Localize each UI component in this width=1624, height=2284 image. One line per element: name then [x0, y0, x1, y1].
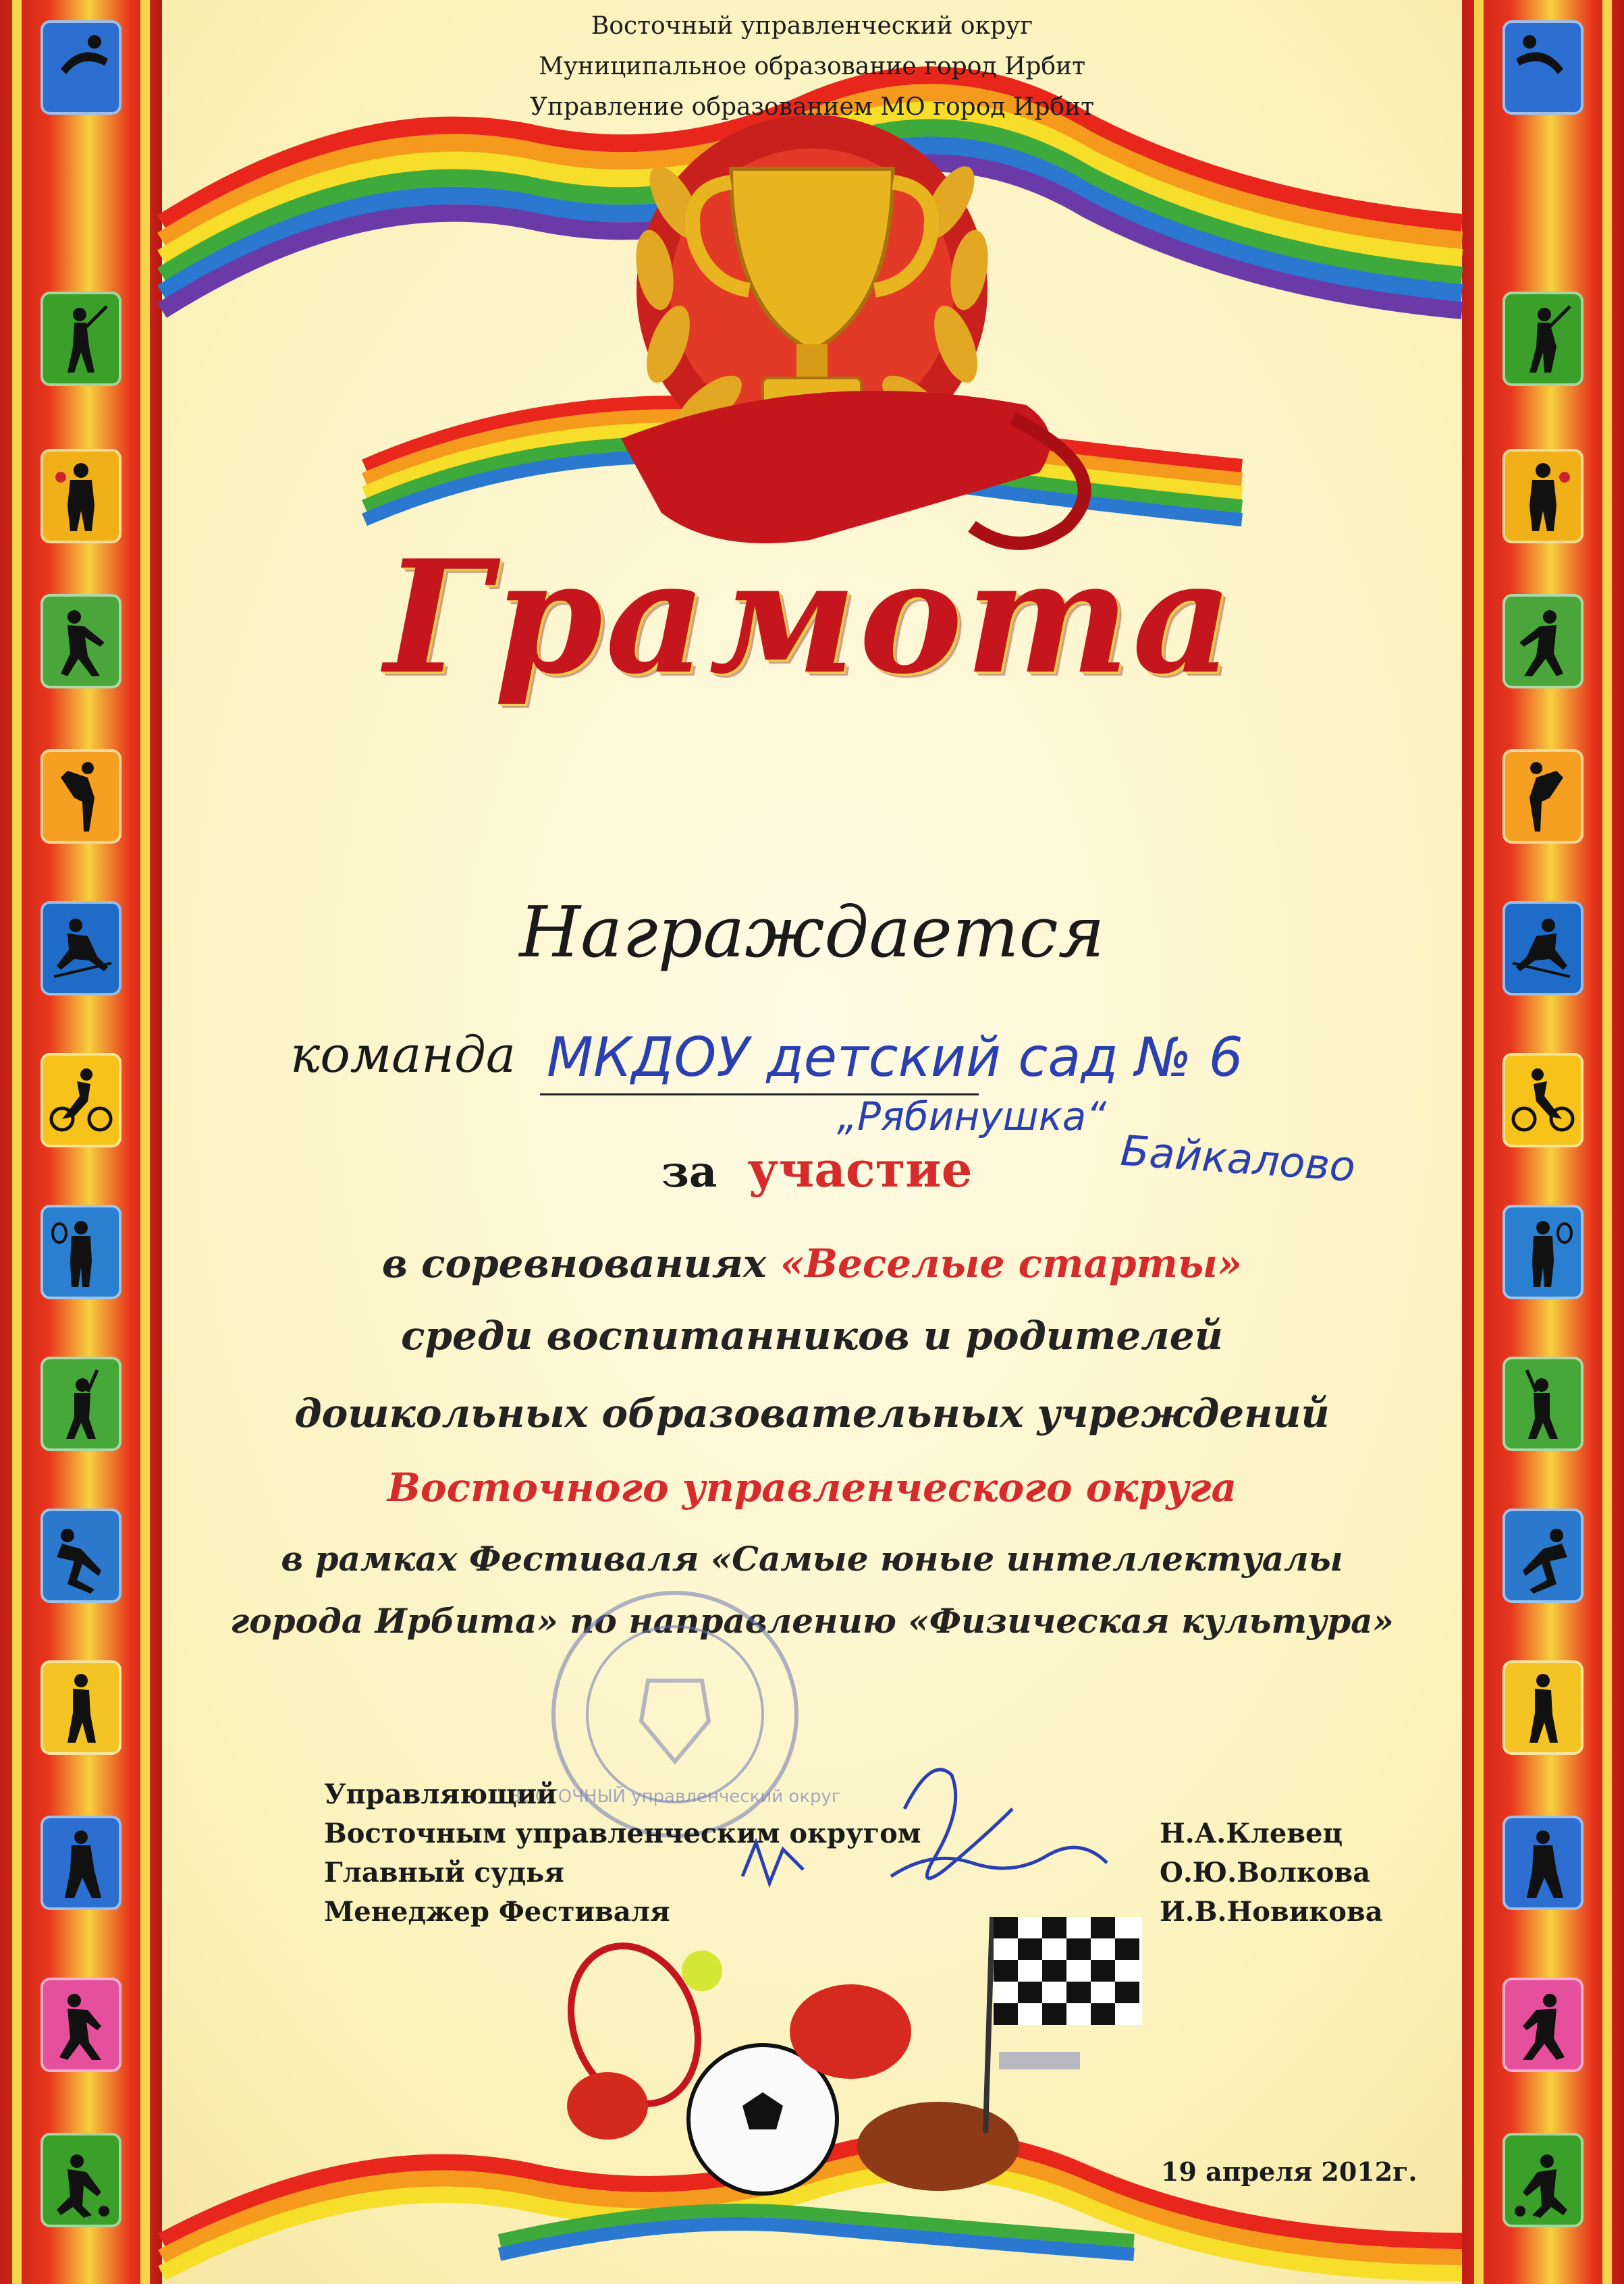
basketball-icon — [1503, 449, 1584, 543]
header-municipality: Муниципальное образование город Ирбит — [538, 53, 1086, 80]
for-prefix: за — [661, 1147, 718, 1197]
awarded-label: Награждается — [519, 891, 1105, 973]
bowling-icon — [1503, 2133, 1584, 2227]
dumbbell-icon — [999, 2052, 1080, 2069]
american-football-icon — [857, 2102, 1019, 2191]
body-line-4: Восточного управленческого округа — [387, 1465, 1237, 1511]
certificate-date: 19 апреля 2012г. — [1161, 2156, 1417, 2187]
gymnastics-icon — [40, 749, 121, 844]
badminton-icon — [1503, 292, 1584, 386]
team-handwritten-name: МКДОУ детский сад № 6 — [547, 1026, 1243, 1089]
cycling-icon — [40, 1053, 121, 1147]
body-event-name: «Веселые старты» — [780, 1241, 1243, 1286]
running-icon — [40, 1660, 121, 1755]
badminton-icon — [40, 292, 121, 386]
team-label: команда — [290, 1026, 516, 1084]
certificate-title: Грамота — [384, 526, 1236, 709]
team-handwritten-name2: „Рябинушка“ — [837, 1093, 1107, 1139]
tennis-ball-icon — [682, 1951, 722, 1991]
role-chief-judge: Главный судья — [324, 1857, 564, 1888]
football-icon — [40, 1816, 121, 1910]
bowling-icon — [40, 2133, 121, 2227]
name-novikova: И.В.Новикова — [1160, 1896, 1383, 1928]
body-line-5: в рамках Фестиваля «Самые юные интеллектуалы — [281, 1539, 1343, 1579]
aerobics-icon — [1503, 1978, 1584, 2072]
discus-icon — [1503, 594, 1584, 688]
body-competition-prefix: в соревнованиях — [381, 1241, 767, 1286]
header-education-dept: Управление образованием МО город Ирбит — [529, 93, 1095, 121]
top-ribbon-decoration — [162, 0, 1462, 607]
discus-icon — [40, 594, 121, 688]
role-manager: Управляющий — [324, 1778, 557, 1810]
stamp-text: ВОСТОЧНЫЙ управленческий округ — [509, 1787, 841, 1807]
running-icon — [1503, 1660, 1584, 1755]
name-volkova: О.Ю.Волкова — [1160, 1857, 1371, 1888]
left-frame — [0, 0, 162, 2284]
ping-pong-paddle-icon — [567, 2072, 648, 2140]
body-line-2: среди воспитанников и родителей — [401, 1313, 1223, 1359]
bottom-decoration — [162, 1890, 1462, 2284]
football-icon — [1503, 1816, 1584, 1910]
for-value: участие — [747, 1141, 973, 1198]
checkered-flag-icon — [994, 1917, 1142, 2025]
cycling-icon — [1503, 1053, 1584, 1147]
boxing-glove-icon — [790, 1984, 911, 2079]
body-line-3: дошкольных образовательных учреждений — [294, 1390, 1330, 1436]
basketball-icon — [40, 449, 121, 543]
team-handwritten-place: Байкалово — [1118, 1125, 1357, 1192]
for-line — [661, 1141, 973, 1198]
name-klevets: Н.А.Клевец — [1160, 1818, 1343, 1849]
gymnastics-icon — [1503, 749, 1584, 844]
role-district: Восточным управленческим округом — [324, 1818, 921, 1849]
body-line-6: города Ирбита» по направлению «Физическая культура» — [230, 1601, 1394, 1641]
role-festival-manager: Менеджер Фестиваля — [324, 1896, 670, 1928]
header-district: Восточный управленческий округ — [591, 12, 1033, 40]
body-line-1 — [0, 1241, 1624, 1286]
team-line — [290, 1026, 1370, 1089]
aerobics-icon — [40, 1978, 121, 2072]
right-frame — [1462, 0, 1624, 2284]
